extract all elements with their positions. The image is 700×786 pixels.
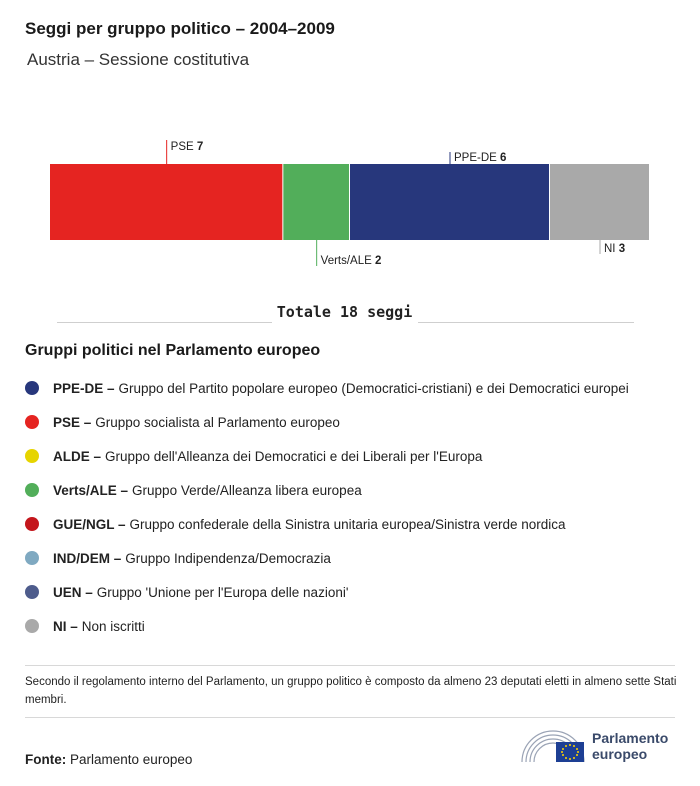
stacked-bar-chart xyxy=(0,130,700,280)
legend-abbr: NI – xyxy=(53,618,78,634)
parliament-hemicycle-icon xyxy=(520,728,586,764)
legend-abbr: UEN – xyxy=(53,584,93,600)
legend-abbr: PSE – xyxy=(53,414,92,430)
legend-desc: Gruppo dell'Alleanza dei Democratici e dei Liberali per l'Europa xyxy=(105,448,483,464)
total-seats-label: Totale 18 seggi xyxy=(276,303,413,321)
legend-item xyxy=(25,609,685,643)
logo-text xyxy=(592,730,668,762)
legend-item xyxy=(25,507,685,541)
legend xyxy=(25,371,685,643)
legend-abbr: Verts/ALE – xyxy=(53,482,129,498)
legend-swatch-icon xyxy=(25,585,39,599)
total-divider-left xyxy=(57,322,272,323)
legend-abbr: ALDE – xyxy=(53,448,102,464)
legend-item xyxy=(25,575,685,609)
legend-swatch-icon xyxy=(25,381,39,395)
total-divider-right xyxy=(418,322,634,323)
legend-desc: Gruppo 'Unione per l'Europa delle nazioni' xyxy=(96,584,349,600)
legend-desc: Gruppo socialista al Parlamento europeo xyxy=(95,414,340,430)
legend-swatch-icon xyxy=(25,415,39,429)
legend-swatch-icon xyxy=(25,619,39,633)
footer-divider-bottom xyxy=(25,717,675,718)
bar-segment-ni xyxy=(550,164,649,240)
legend-swatch-icon xyxy=(25,517,39,531)
source-value: Parlamento europeo xyxy=(70,752,193,767)
legend-abbr: PPE-DE – xyxy=(53,380,115,396)
legend-swatch-icon xyxy=(25,483,39,497)
legend-desc: Gruppo Verde/Alleanza libera europea xyxy=(132,482,362,498)
legend-swatch-icon xyxy=(25,449,39,463)
legend-abbr: IND/DEM – xyxy=(53,550,122,566)
footer-divider-top xyxy=(25,665,675,666)
source-label: Fonte: xyxy=(25,752,67,767)
chart-title: Seggi per gruppo politico – 2004–2009 xyxy=(25,19,335,38)
legend-swatch-icon xyxy=(25,551,39,565)
data-label-ni: NI 3 xyxy=(604,243,626,255)
data-label-verts-ale: Verts/ALE 2 xyxy=(320,255,382,267)
legend-item xyxy=(25,541,685,575)
legend-title: Gruppi politici nel Parlamento europeo xyxy=(25,342,321,359)
legend-item xyxy=(25,473,685,507)
chart-subtitle: Austria – Sessione costitutiva xyxy=(27,50,250,69)
parliament-logo xyxy=(520,728,668,764)
legend-item xyxy=(25,405,685,439)
logo-line-2: europeo xyxy=(592,746,648,762)
data-label-ppe-de: PPE-DE 6 xyxy=(454,152,507,164)
legend-desc: Gruppo confederale della Sinistra unitaria europea/Sinistra verde nordica xyxy=(129,516,566,532)
data-label-pse: PSE 7 xyxy=(170,141,204,153)
legend-desc: Gruppo Indipendenza/Democrazia xyxy=(125,550,331,566)
legend-desc: Gruppo del Partito popolare europeo (Democratici-cristiani) e dei Democratici europei xyxy=(118,380,629,396)
bar-segment-ppe-de xyxy=(350,164,549,240)
legend-item xyxy=(25,371,685,405)
bar-segment-pse xyxy=(50,164,282,240)
legend-abbr: GUE/NGL – xyxy=(53,516,126,532)
source xyxy=(25,752,192,767)
footer-note: Secondo il regolamento interno del Parlamento, un gruppo politico è composto da almeno 23 deputati eletti in almeno sette Stati membri. xyxy=(25,676,677,706)
legend-item xyxy=(25,439,685,473)
logo-line-1: Parlamento xyxy=(592,730,669,746)
legend-desc: Non iscritti xyxy=(81,618,145,634)
bar-segment-verts-ale xyxy=(283,164,349,240)
